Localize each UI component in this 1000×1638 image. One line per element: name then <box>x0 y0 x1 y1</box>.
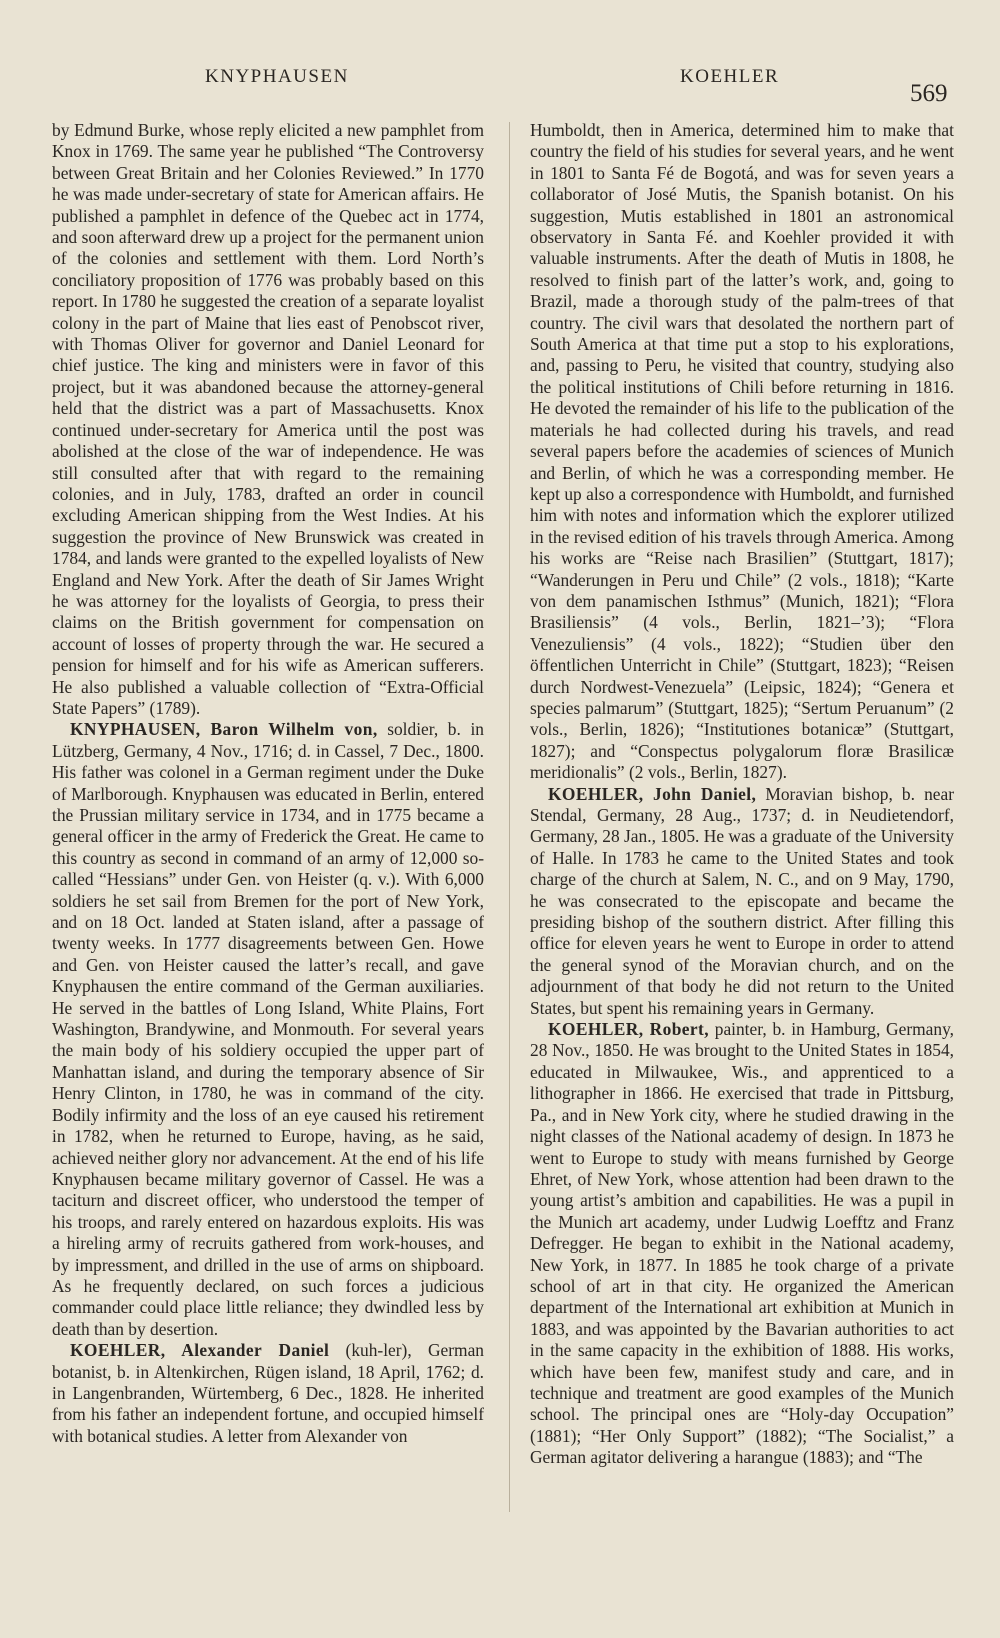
knyphausen-body: soldier, b. in Lützberg, Germany, 4 Nov., 1716; d. in Cassel, 7 Dec., 1800. His father was colonel in a German regiment under the Duke of Marlborough. Knyphausen was educated in Berlin, entered the Prussian military service in 1734, and in 1775 became a general officer in the army of Frederick the Great. He came to this country as second in command of an army of 12,000 so-called “Hessians” under Gen. von Heister (q. v.). With 6,000 soldiers he set sail from Bremen for the port of New York, and on 18 Oct. landed at Staten island, after a passage of twenty weeks. In 1777 disagreements between Gen. Howe and Gen. von Heister caused the latter’s recall, and gave Knyphausen the entire command of the German auxiliaries. He served in the battles of Long Island, White Plains, Fort Washington, Brandywine, and Monmouth. For several years the main body of his soldiery occupied the upper part of Manhattan island, and during the temporary absence of Sir Henry Clinton, in 1780, he was in command of the city. Bodily infirmity and the loss of an eye caused his retirement in 1782, when he returned to Europe, having, as he said, achieved neither glory nor advancement. At the end of his life Knyphausen became military governor of Cassel. He was a taciturn and discreet officer, who understood the temper of his troops, and rarely entered on hazardous exploits. His was a hireling army of recruits gathered from work-houses, and by impressment, and drilled in the use of arms on shipboard. As he frequently declared, on such forces a judicious commander could place little reliance; they dwindled less by death than by desertion. <box>52 719 484 1339</box>
koehler-alexander-entry <box>52 1340 484 1447</box>
left-column <box>52 120 484 1620</box>
column-divider <box>509 122 510 1512</box>
right-running-head: KOEHLER <box>680 66 780 87</box>
koehler-robert-headword: KOEHLER, Robert, <box>548 1019 709 1040</box>
koehler-alexander-continuation: Humboldt, then in America, determined him to make that country the field of his studies for several years, and he went in 1801 to Santa Fé de Bogotá, and was for seven years a collaborator of José Mutis, the Spanish botanist. On his suggestion, Mutis established in 1801 an astronomical observatory in Santa Fé. and Koehler provided it with valuable instruments. After the death of Mutis in 1808, he resolved to finish part of the latter’s work, and, going to Brazil, made a thorough study of the palm-trees of that country. The civil wars that desolated the northern part of South America at that time put a stop to his explorations, and, passing to Peru, he visited that country, studying also the political institutions of Chili before returning in 1816. He devoted the remainder of his life to the publication of the materials he had collected during his travels, and read several papers before the academies of sciences of Munich and Berlin, of which he was a corresponding member. He kept up also a correspondence with Humboldt, and furnished him with notes and information which the explorer utilized in the revised edition of his travels through America. Among his works are “Reise nach Brasilien” (Stuttgart, 1817); “Wanderungen in Peru und Chile” (2 vols., 1818); “Karte von dem panamischen Isthmus” (Munich, 1821); “Flora Brasiliensis” (4 vols., Berlin, 1821–’3); “Flora Venezuliensis” (4 vols., 1822); “Studien über den öffentlichen Unterricht in Chile” (Stuttgart, 1823); “Reisen durch Nordwest-Venezuela” (Leipsic, 1824); “Genera et species palmarum” (Stuttgart, 1825); “Sertum Peruanum” (2 vols., Berlin, 1826); “Institutiones botanicæ” (Stuttgart, 1827); and “Conspectus polygalorum floræ Brasilicæ meridionalis” (2 vols., Berlin, 1827). <box>530 120 954 783</box>
page-number: 569 <box>910 80 948 107</box>
koehler-john-entry <box>530 784 954 1019</box>
knyphausen-headword: KNYPHAUSEN, Baron Wilhelm von, <box>70 719 378 740</box>
koehler-alexander-body: (kuh-ler), German botanist, b. in Altenkirchen, Rügen island, 18 April, 1762; d. in Langenbranden, Würtemberg, 6 Dec., 1828. He inherited from his father an independent fortune, and occupied himself with botanical studies. A letter from Alexander von <box>52 1340 484 1446</box>
koehler-alexander-headword: KOEHLER, Alexander Daniel <box>70 1340 330 1361</box>
koehler-robert-entry <box>530 1019 954 1469</box>
koehler-robert-body: painter, b. in Hamburg, Germany, 28 Nov., 1850. He was brought to the United States in 1854, educated in Milwaukee, Wis., and apprenticed to a lithographer in 1866. He exercised that trade in Pittsburg, Pa., and in New York city, where he studied drawing in the night classes of the National academy of design. In 1873 he went to Europe to study with means furnished by George Ehret, of New York, whose attention had been drawn to the young artist’s ambition and capabilities. He was a pupil in the Munich art academy, under Ludwig Loefftz and Franz Defregger. He began to exhibit in the National academy, New York, in 1877. In 1885 he took charge of a private school of art in that city. He organized the American department of the International art exhibition at Munich in 1883, and was appointed by the Bavarian authorities to act in the same capacity in the exhibition of 1888. His works, which have been few, manifest study and care, and in technique and treatment are good examples of the Munich school. The principal ones are “Holy-day Occupation” (1881); “Her Only Support” (1882); “The Socialist,” a German agitator delivering a harangue (1883); and “The <box>530 1019 954 1468</box>
koehler-john-headword: KOEHLER, John Daniel, <box>548 783 757 804</box>
left-running-head: KNYPHAUSEN <box>205 66 349 87</box>
koehler-john-body: Moravian bishop, b. near Stendal, Germany, 28 Aug., 1737; d. in Neudietendorf, Germany, 28 Jan., 1805. He was a graduate of the University of Halle. In 1783 he came to the United States and took charge of the church at Salem, N. C., and on 9 May, 1790, he was consecrated to the episcopate and became the presiding bishop of the southern district. After filling this office for eleven years he went to Europe in order to attend the general synod of the Moravian church, and on the adjournment of that body he did not return to the United States, but spent his remaining years in Germany. <box>530 783 954 1018</box>
knox-entry-continuation: by Edmund Burke, whose reply elicited a new pamphlet from Knox in 1769. The same year he published “The Controversy between Great Britain and her Colonies Reviewed.” In 1770 he was made under-secretary of state for American affairs. He published a pamphlet in defence of the Quebec act in 1774, and soon afterward drew up a project for the permanent union of the colonies and settlement with them. Lord North’s conciliatory proposition of 1776 was probably based on this report. In 1780 he suggested the creation of a separate loyalist colony in the part of Maine that lies east of Penobscot river, with Thomas Oliver for governor and Daniel Leonard for chief justice. The king and ministers were in favor of this project, but it was abandoned because the attorney-general held that the district was a part of Massachusetts. Knox continued under-secretary for America until the post was abolished at the close of the war of independence. He was still consulted after that with regard to the remaining colonies, and in July, 1783, drafted an order in council excluding American shipping from the West Indies. At his suggestion the province of New Brunswick was created in 1784, and lands were granted to the expelled loyalists of New England and New York. After the death of Sir James Wright he was attorney for the loyalists of Georgia, to press their claims on the British government for compensation on account of losses of property through the war. He secured a pension for himself and for his wife as American sufferers. He also published a valuable collection of “Extra-Official State Papers” (1789). <box>52 120 484 718</box>
right-column <box>530 120 954 1620</box>
knyphausen-entry <box>52 719 484 1340</box>
